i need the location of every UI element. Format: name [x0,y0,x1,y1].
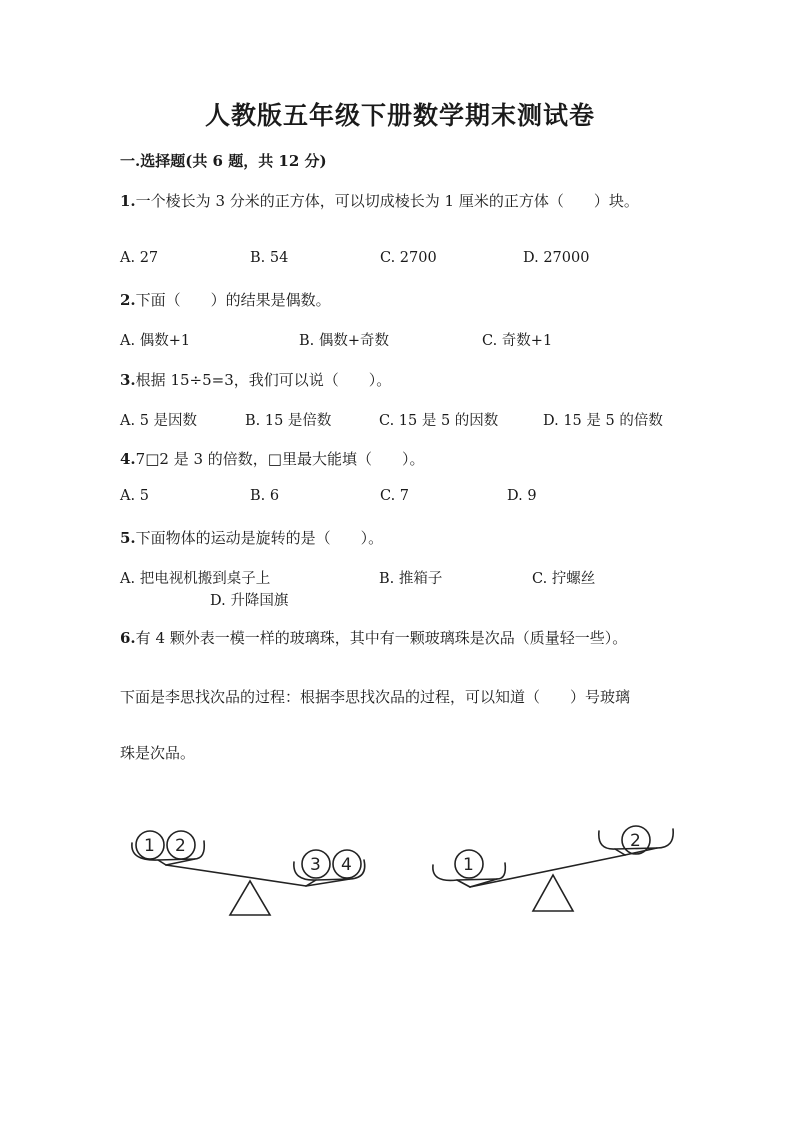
balance-scale-illustration-1 [120,815,380,925]
question-text: 7□2 是 3 的倍数，□里最大能填（ ）。 [135,450,425,468]
question-number: 5. [120,529,136,547]
option-c[interactable]: C. 7 [380,488,410,504]
option-c[interactable]: C. 奇数+1 [482,333,553,349]
option-d[interactable]: D. 9 [507,488,537,504]
question-6 [120,627,627,648]
question-3 [120,369,391,390]
option-b[interactable]: B. 54 [250,250,289,266]
question-number: 2. [120,291,136,309]
option-d[interactable]: D. 升降国旗 [210,593,289,609]
option-a[interactable]: A. 5 [120,488,149,504]
ball-label: 1 [144,836,155,856]
option-b[interactable]: B. 偶数+奇数 [299,333,390,349]
section-heading: 一.选择题(共 6 题，共 12 分) [120,152,327,170]
ball-label: 3 [310,855,321,875]
question-paragraph: 下面是李思找次品的过程：根据李思找次品的过程，可以知道（ ）号玻璃 [120,688,631,706]
ball-label: 1 [463,855,474,875]
option-a[interactable]: A. 把电视机搬到桌子上 [120,571,271,587]
option-b[interactable]: B. 推箱子 [379,571,443,587]
option-c[interactable]: C. 2700 [380,250,437,266]
question-number: 6. [120,629,136,647]
option-a[interactable]: A. 5 是因数 [120,413,198,429]
balance-scale-illustration-2 [425,815,685,925]
option-c[interactable]: C. 拧螺丝 [532,571,596,587]
option-d[interactable]: D. 15 是 5 的倍数 [543,413,663,429]
question-4 [120,448,424,469]
option-b[interactable]: B. 6 [250,488,280,504]
fulcrum-icon [533,875,573,911]
question-text: 有 4 颗外表一模一样的玻璃珠，其中有一颗玻璃珠是次品（质量轻一些）。 [135,629,628,647]
page-title: 人教版五年级下册数学期末测试卷 [204,101,595,130]
question-number: 3. [120,371,136,389]
option-c[interactable]: C. 15 是 5 的因数 [379,413,499,429]
ball-label: 2 [175,836,186,856]
question-2 [120,289,331,310]
fulcrum-icon [230,881,270,915]
ball-label: 2 [630,831,641,851]
question-text: 下面物体的运动是旋转的是（ ）。 [135,529,384,547]
question-number: 1. [120,192,136,210]
ball-label: 4 [341,855,352,875]
option-b[interactable]: B. 15 是倍数 [245,413,332,429]
question-text: 下面（ ）的结果是偶数。 [135,291,331,309]
question-text: 根据 15÷5=3，我们可以说（ ）。 [135,371,392,389]
question-number: 4. [120,450,136,468]
option-a[interactable]: A. 偶数+1 [120,333,191,349]
question-1 [120,190,639,211]
option-a[interactable]: A. 27 [120,250,159,266]
question-text: 一个棱长为 3 分米的正方体，可以切成棱长为 1 厘米的正方体（ ）块。 [135,192,639,210]
option-d[interactable]: D. 27000 [523,250,590,266]
question-paragraph: 珠是次品。 [120,744,196,762]
question-5 [120,527,383,548]
